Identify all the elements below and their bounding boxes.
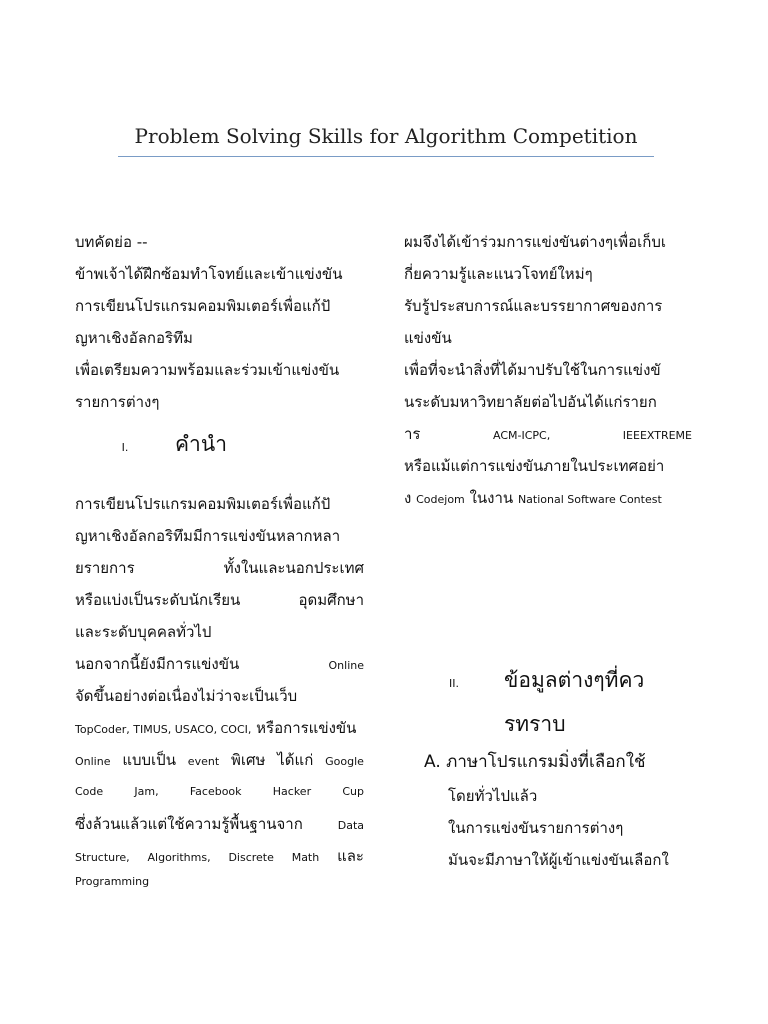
page-title: Problem Solving Skills for Algorithm Competition: [134, 124, 638, 148]
body-text: แบบเป็น: [122, 751, 176, 769]
body-line: โดยทั่วไปแล้ว: [448, 787, 538, 805]
section-number: II.: [449, 677, 459, 690]
body-line: การเขียนโปรแกรมคอมพิมเตอร์เพื่อแก้ปั: [75, 495, 331, 513]
section-title: ข้อมูลต่างๆที่คว: [504, 668, 645, 692]
abstract-line: ญหาเชิงอัลกอริทึม: [75, 329, 193, 347]
body-line: รับรู้ประสบการณ์และบรรยากาศของการ: [404, 297, 663, 315]
section-title-continued: รทราบ: [504, 712, 566, 736]
body-text: Jam,: [134, 785, 159, 798]
body-line: แข่งขัน: [404, 329, 452, 347]
body-text: อุดมศึกษา: [298, 591, 364, 609]
body-line: นระดับมหาวิทยาลัยต่อไปอันได้แก่รายก: [404, 393, 657, 411]
body-text: Code: [75, 785, 104, 798]
body-text: Structure,: [75, 851, 130, 864]
abstract-line: บทคัดย่อ --: [75, 233, 148, 251]
body-line: [404, 482, 692, 514]
body-text: และ: [337, 847, 364, 865]
body-line: [75, 744, 364, 776]
left-column: [75, 226, 364, 892]
body-text: Algorithms,: [147, 851, 211, 864]
subsection-heading: A. ภาษาโปรแกรมมิ่งที่เลือกใช้: [424, 752, 646, 772]
body-line: [75, 584, 364, 616]
body-line: เพื่อที่จะนำสิ่งที่ได้มาปรับใช้ในการแข่งขั: [404, 361, 661, 379]
body-text: ยรายการ: [75, 559, 135, 577]
body-text: National Software Contest: [517, 493, 662, 506]
body-text: ACM-ICPC,: [493, 429, 551, 442]
body-line: [75, 648, 364, 680]
body-text: Math: [291, 851, 320, 864]
right-column: [404, 226, 692, 876]
body-line: ในการแข่งขันรายการต่างๆ: [448, 819, 624, 837]
body-text: นอกจากนี้ยังมีการแข่งขัน: [75, 655, 240, 673]
body-text: Codejom: [416, 493, 465, 506]
body-text: ซึ่งล้วนแล้วแต่ใช้ความรู้พื้นฐานจาก: [75, 815, 303, 833]
body-text: IEEEXTREME: [622, 429, 692, 442]
body-line: กี่ยความรู้และแนวโจทย์ใหม่ๆ: [404, 265, 593, 283]
body-line: จัดขึ้นอย่างต่อเนื่องไม่ว่าจะเป็นเว็บ: [75, 687, 298, 705]
body-text: Cup: [342, 785, 364, 798]
body-line: และระดับบุคคลทั่วไป: [75, 623, 212, 641]
body-text: ง: [404, 489, 412, 507]
body-text: Google: [325, 755, 364, 768]
body-text: event: [187, 755, 220, 768]
body-text: หรือแบ่งเป็นระดับนักเรียน: [75, 591, 241, 609]
body-text: หรือการแข่งขัน: [256, 719, 357, 737]
body-line: มันจะมีภาษาให้ผู้เข้าแข่งขันเลือกใ: [448, 851, 669, 869]
body-line: ญหาเชิงอัลกอริทึมมีการแข่งขันหลากหลา: [75, 527, 341, 545]
abstract-line: การเขียนโปรแกรมคอมพิมเตอร์เพื่อแก้ปั: [75, 297, 331, 315]
body-line: Programming: [75, 875, 150, 888]
body-text: พิเศษ: [230, 751, 266, 769]
body-line: [75, 552, 364, 584]
body-line: [75, 776, 364, 808]
body-line: [75, 808, 364, 840]
body-text: Facebook: [189, 785, 242, 798]
section-heading-2: [404, 664, 692, 704]
abstract-line: เพื่อเตรียมความพร้อมและร่วมเข้าแข่งขัน: [75, 361, 340, 379]
section-number: I.: [121, 441, 129, 454]
section-title: คำนำ: [175, 432, 227, 456]
body-text: Online: [75, 755, 111, 768]
body-text: Data: [337, 819, 364, 832]
abstract-line: ข้าพเจ้าได้ฝึกซ้อมทำโจทย์และเข้าแข่งขัน: [75, 265, 343, 283]
body-line: หรือแม้แต่การแข่งขันภายในประเทศอย่า: [404, 457, 665, 475]
body-text: าร: [404, 425, 421, 443]
title-underline: [118, 156, 654, 157]
body-line: ผมจึงได้เข้าร่วมการแข่งขันต่างๆเพื่อเก็บเ: [404, 233, 666, 251]
body-line: [404, 418, 692, 450]
body-text: Online: [328, 659, 364, 672]
abstract-line: รายการต่างๆ: [75, 393, 160, 411]
body-line: [75, 712, 364, 744]
section-heading-1: [75, 428, 364, 478]
body-line: [75, 840, 364, 872]
body-text: ในงาน: [469, 489, 514, 507]
body-text: ได้แก่: [277, 751, 314, 769]
body-text: TopCoder, TIMUS, USACO, COCI,: [75, 723, 252, 736]
body-text: Hacker: [272, 785, 312, 798]
body-text: Discrete: [228, 851, 274, 864]
body-text: ทั้งในและนอกประเทศ: [223, 559, 364, 577]
